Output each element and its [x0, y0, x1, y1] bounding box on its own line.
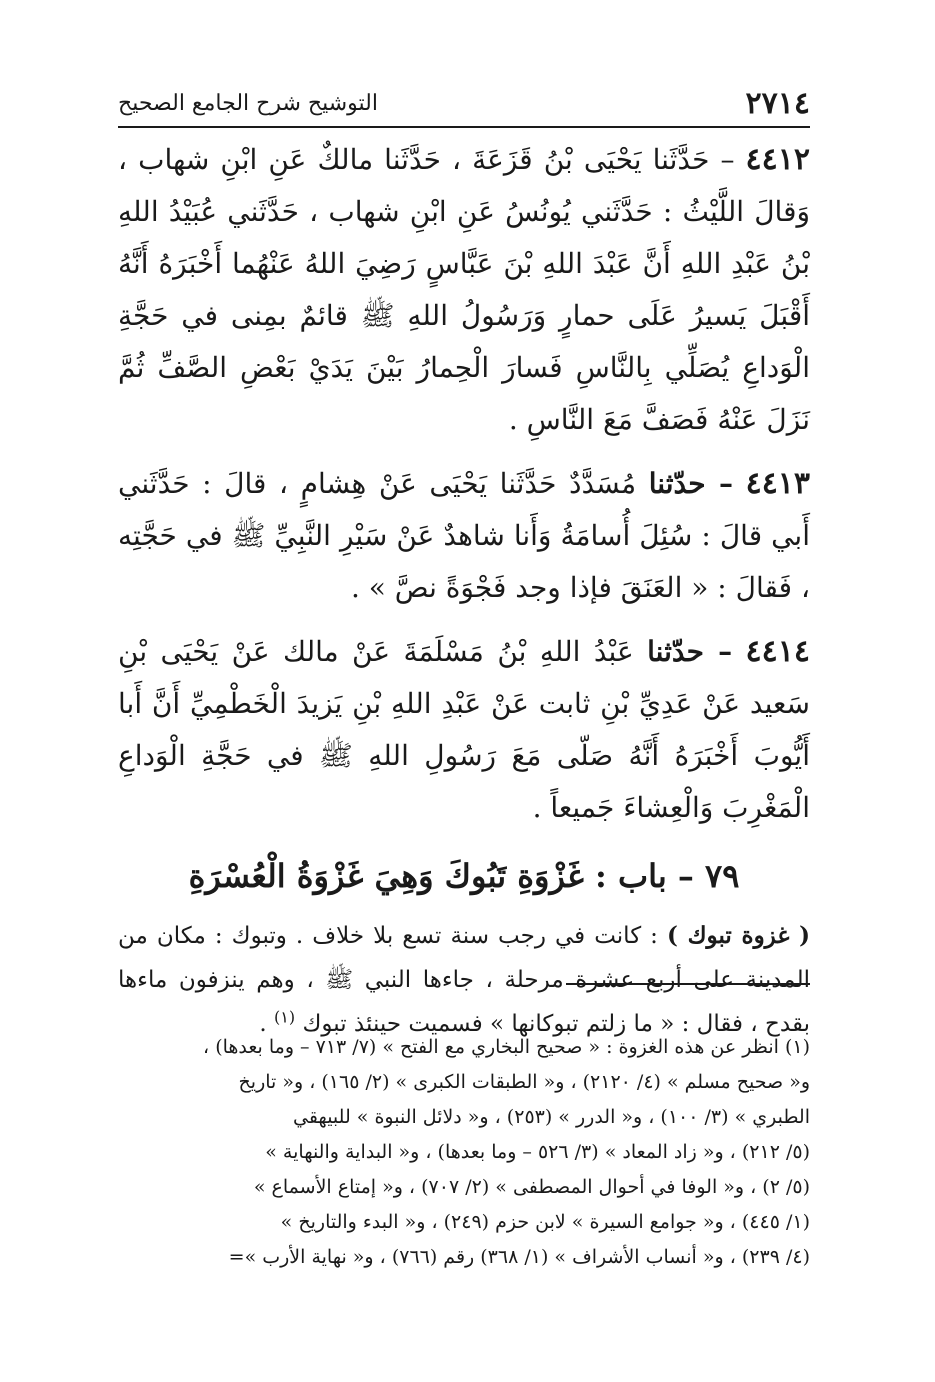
hadith-number: ٤٤١٢: [745, 142, 810, 177]
header-rule: [118, 126, 810, 128]
intro-term: ( غزوة تبوك ): [666, 922, 811, 949]
intro-end: .: [259, 1011, 267, 1037]
hadith-text: مُسَدَّدٌ حَدَّثَنا يَحْيَى عَنْ هِشامٍ ، قالَ : حَدَّثَني أَبي قالَ : سُئِلَ أُسامَةُ وَأَنا شاهدٌ عَنْ سَيْرِ النَّبِيِّ ﷺ في حَجَّتِه ، فَقالَ : « العَنَقَ فإذا وجد فَجْوَةً نصَّ » .: [118, 467, 810, 604]
hadith-number: ٤٤١٣: [745, 466, 811, 501]
hadith-lead: – حدّثنا: [647, 635, 733, 668]
footnote-line: (٤/ ٢٣٩) ، و« أنساب الأشراف » (١/ ٣٦٨) رقم (٧٦٦) ، و« نهاية الأرب »=: [228, 1246, 810, 1268]
footnote-line: (٥/ ٢١٢) ، و« زاد المعاد » (٣/ ٥٢٦ – وما بعدها) ، و« البداية والنهاية »: [265, 1141, 810, 1163]
footnotes: [118, 1030, 810, 1275]
page-number: ٢٧١٤: [745, 86, 810, 121]
footnote-line: الطبري » (٣/ ١٠٠) ، و« الدرر » (٢٥٣) ، و« دلائل النبوة » للبيهقي: [292, 1106, 810, 1128]
footnote-line: (١) انظر عن هذه الغزوة : « صحيح البخاري مع الفتح » (٧/ ٧١٣ – وما بعدها) ،: [203, 1036, 810, 1058]
chapter-heading: ٧٩ – باب : غَزْوَةِ تَبُوكَ وَهِيَ غَزْوَةُ الْعُسْرَةِ: [188, 857, 740, 895]
intro-text: : كانت في رجب سنة تسع بلا خلاف . وتبوك : مكان من المدينة على أربع عشرة مرحلة ، جاءها النبي ﷺ ، وهم ينزفون ماءها بقدح ، فقال : « ما زلتم تبوكانها » فسميت حينئذ تبوك: [118, 923, 810, 1037]
hadith-4412: [118, 134, 810, 446]
footnote-line: و« صحيح مسلم » (٤/ ٢١٢٠) ، و« الطبقات الكبرى » (٢/ ١٦٥) ، و« تاريخ: [238, 1071, 810, 1093]
footnote-rule: [566, 983, 810, 985]
hadith-lead: – حدّثنا: [648, 467, 733, 500]
footnote-line: (٥/ ٢) ، و« الوفا في أحوال المصطفى » (٢/ ٧٠٧) ، و« إمتاع الأسماع »: [253, 1176, 810, 1198]
footnote-reference: (١): [274, 1007, 296, 1027]
hadith-number: ٤٤١٤: [745, 634, 810, 669]
footnote-line: (١/ ٤٤٥) ، و« جوامع السيرة » لابن حزم (٢٤٩) ، و« البدء والتاريخ »: [280, 1211, 810, 1233]
hadith-text: عَبْدُ اللهِ بْنُ مَسْلَمَةَ عَنْ مالك عَنْ يَحْيَى بْنِ سَعيد عَنْ عَدِيِّ بْنِ ثابت عَنْ عَبْدِ اللهِ بْنِ يَزيدَ الْخَطْمِيِّ أَنَّ أَبا أَيُّوبَ أَخْبَرَهُ أَنَّهُ صَلّى مَعَ رَسُولِ اللهِ ﷺ في حَجَّةِ الْوَداعِ الْمَغْرِبَ وَالْعِشاءَ جَميعاً .: [118, 635, 810, 824]
page-header: [118, 86, 810, 122]
hadith-4413: [118, 458, 810, 614]
hadith-4414: [118, 626, 810, 834]
chapter-intro: [118, 914, 810, 1046]
running-title: التوشيح شرح الجامع الصحيح: [118, 91, 378, 116]
main-text: [118, 134, 810, 1046]
hadith-text: – حَدَّثَنا يَحْيَى بْنُ قَزَعَةَ ، حَدَّثَنا مالكٌ عَنِ ابْنِ شهاب ، وَقالَ اللَّيْثُ : حَدَّثَني يُونُسُ عَنِ ابْنِ شهاب ، حَدَّثَني عُبَيْدُ اللهِ بْنُ عَبْدِ اللهِ أَنَّ عَبْدَ اللهِ بْنَ عَبَّاسٍ رَضِيَ اللهُ عَنْهُما أَخْبَرَهُ أَنَّهُ أَقْبَلَ يَسيرُ عَلَى حمارٍ وَرَسُولُ اللهِ ﷺ قائمٌ بمِنى في حَجَّةِ الْوَداعِ يُصَلِّي بِالنَّاسِ فَسارَ الْحِمارُ بَيْنَ يَدَيْ بَعْضِ الصَّفِّ ثُمَّ نَزَلَ عَنْهُ فَصَفَّ مَعَ النَّاسِ .: [118, 143, 810, 436]
